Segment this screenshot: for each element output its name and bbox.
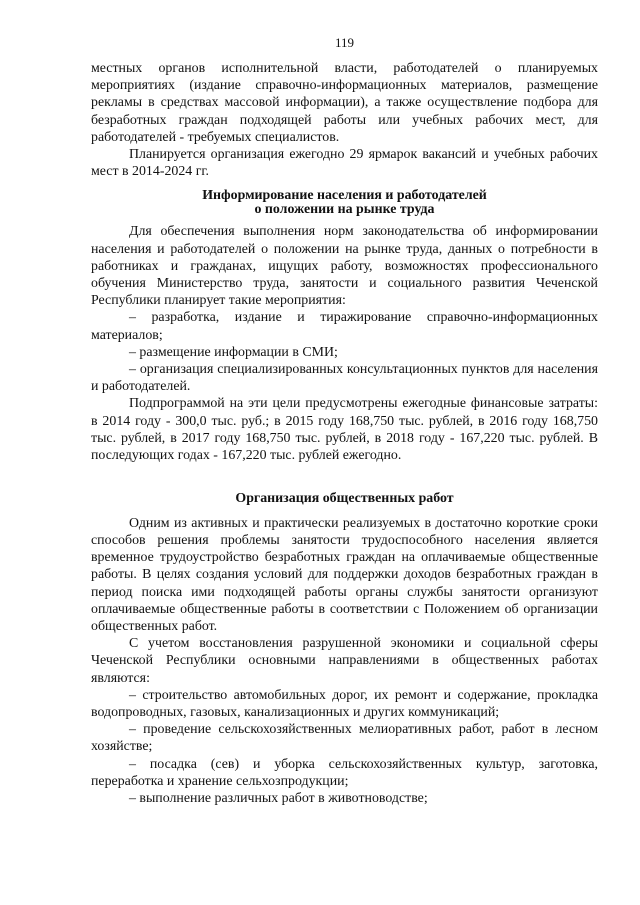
page-number: 119 xyxy=(334,35,355,50)
section-heading-public-works: Организация общественных работ xyxy=(235,491,454,507)
paragraph-job-fairs: Планируется организация ежегодно 29 ярмарок вакансий и учебных рабочих мест в 2014-2024 гг. xyxy=(91,147,598,180)
list-item: – размещение информации в СМИ; xyxy=(129,344,338,360)
section-heading-informing xyxy=(91,189,598,216)
paragraph-financing: Подпрограммой на эти цели предусмотрены ежегодные финансовые затраты: в 2014 году - 300,0 тыс. руб.; в 2015 году 168,750 тыс. рублей, в 2016 году 168,750 тыс. рублей, в 2017 году 168,750 тыс. рублей, в 2018 году - 167,220 тыс. рублей. В последующих годах - 167,220 тыс. рублей ежегодно. xyxy=(91,396,598,464)
section-heading-line-2: о положении на рынке труда xyxy=(254,201,435,217)
list-item: – разработка, издание и тиражирование справочно-информационных материалов; xyxy=(91,310,598,343)
paragraph-public-works-intro: Одним из активных и практически реализуемых в достаточно короткие сроки способов решения проблемы занятости трудоспособного населения является временное трудоустройство безработных граждан на оплачиваемые общественные работы. В целях создания условий для поддержки доходов безработных граждан в период поиска ими подходящей работы органы службы занятости организуют оплачиваемые общественные работы в соответствии с Положением об организации общественных работ. xyxy=(91,515,598,634)
section-heading-line-1: Информирование населения и работодателей xyxy=(202,188,487,204)
paragraph-informing-intro: Для обеспечения выполнения норм законодательства об информировании населения и работодателей о положении на рынке труда, данных о потребности в работниках и гражданах, ищущих работу, возможностях профессионального обучения Министерство труда, занятости и социального развития Чеченской Республики планирует такие мероприятия: xyxy=(91,224,598,309)
document-body xyxy=(91,60,598,807)
paragraph-directions: С учетом восстановления разрушенной экономики и социальной сферы Чеченской Республики основными направлениями в общественных работах являются: xyxy=(91,636,598,686)
list-item: – организация специализированных консультационных пунктов для населения и работодателей. xyxy=(91,362,598,395)
list-item: – проведение сельскохозяйственных мелиоративных работ, работ в лесном хозяйстве; xyxy=(91,722,598,755)
list-item: – строительство автомобильных дорог, их ремонт и содержание, прокладка водопроводных, газовых, канализационных и других коммуникаций; xyxy=(91,687,598,720)
list-item: – посадка (сев) и уборка сельскохозяйственных культур, заготовка, переработка и хранение сельхозпродукции; xyxy=(91,756,598,789)
list-item: – выполнение различных работ в животноводстве; xyxy=(129,791,428,807)
paragraph-continued: местных органов исполнительной власти, работодателей о планируемых мероприятиях (издание справочно-информационных материалов, размещение рекламы в средствах массовой информации), а также осуществление подбора для безработных граждан подходящей работы или учебных рабочих мест, для работодателей - требуемых специалистов. xyxy=(91,61,598,145)
